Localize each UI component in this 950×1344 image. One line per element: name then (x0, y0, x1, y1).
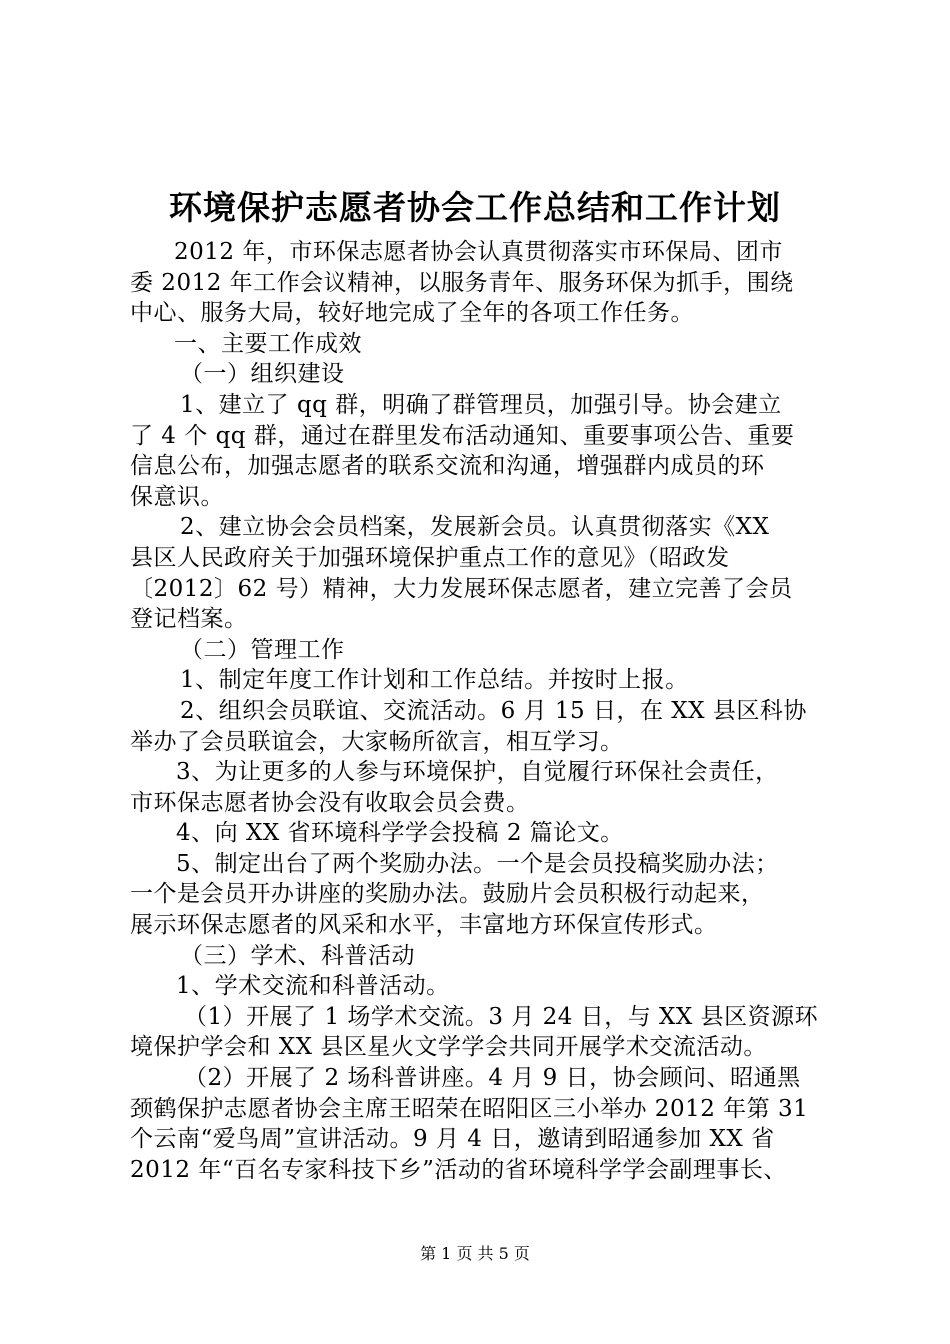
text-line: 3、为让更多的人参与环境保护，自觉履行环保社会责任， (176, 759, 779, 786)
text-line: 县区人民政府关于加强环境保护重点工作的意见》（昭政发 (130, 544, 730, 571)
text-line: 一个是会员开办讲座的奖励办法。鼓励片会员积极行动起来， (130, 881, 765, 908)
text-line: 颈鹤保护志愿者协会主席王昭荣在昭阳区三小举办 2012 年第 31 (130, 1095, 809, 1122)
text-line: 保意识。 (130, 483, 224, 510)
text-line: 5、制定出台了两个奖励办法。一个是会员投稿奖励办法； (176, 850, 779, 877)
text-line: 2、建立协会会员档案，发展新会员。认真贯彻落实《XX (180, 514, 770, 541)
page-footer: 第 1 页 共 5 页 (420, 1244, 530, 1263)
text-line: （三）学术、科普活动 (180, 942, 415, 969)
text-line: （二）管理工作 (180, 636, 345, 663)
text-line: 1、建立了 qq 群，明确了群管理员，加强引导。协会建立 (180, 391, 782, 418)
text-line: 委 2012 年工作会议精神，以服务青年、服务环保为抓手，围绕 (130, 269, 794, 296)
text-line: 2012 年“百名专家科技下乡”活动的省环境科学学会副理事长、 (130, 1156, 787, 1183)
text-line: 举办了会员联谊会，大家畅所欲言，相互学习。 (130, 728, 624, 755)
text-line: 中心、服务大局，较好地完成了全年的各项工作任务。 (130, 300, 694, 327)
text-line: 展示环保志愿者的风采和水平，丰富地方环保宣传形式。 (130, 912, 718, 939)
text-line: 2012 年，市环保志愿者协会认真贯彻落实市环保局、团市 (174, 239, 783, 265)
text-line: （1）开展了 1 场学术交流。3 月 24 日，与 XX 县区资源环 (184, 1003, 819, 1030)
text-line: 1、制定年度工作计划和工作总结。并按时上报。 (180, 667, 689, 694)
text-line: 境保护学会和 XX 县区星火文学学会共同开展学术交流活动。 (130, 1034, 767, 1061)
document-body (130, 237, 840, 1185)
text-line: （一）组织建设 (180, 361, 345, 388)
text-line: 登记档案。 (130, 606, 248, 633)
text-line: 4、向 XX 省环境科学学会投稿 2 篇论文。 (176, 820, 624, 847)
text-line: 一、主要工作成效 (174, 330, 362, 357)
document-title: 环境保护志愿者协会工作总结和工作计划 (169, 188, 781, 227)
text-line: 2、组织会员联谊、交流活动。6 月 15 日，在 XX 县区科协 (180, 697, 807, 724)
text-line: （2）开展了 2 场科普讲座。4 月 9 日，协会顾问、昭通黑 (184, 1065, 801, 1092)
text-line: 了 4 个 qq 群，通过在群里发布活动通知、重要事项公告、重要 (130, 422, 795, 449)
text-line: 信息公布，加强志愿者的联系交流和沟通，增强群内成员的环 (130, 453, 765, 480)
text-line: 1、学术交流和科普活动。 (176, 973, 450, 1000)
text-line: 市环保志愿者协会没有收取会员会费。 (130, 789, 530, 816)
text-line: 〔2012〕62 号）精神，大力发展环保志愿者，建立完善了会员 (130, 575, 793, 602)
text-line: 个云南“爱鸟周”宣讲活动。9 月 4 日，邀请到昭通参加 XX 省 (130, 1126, 775, 1153)
